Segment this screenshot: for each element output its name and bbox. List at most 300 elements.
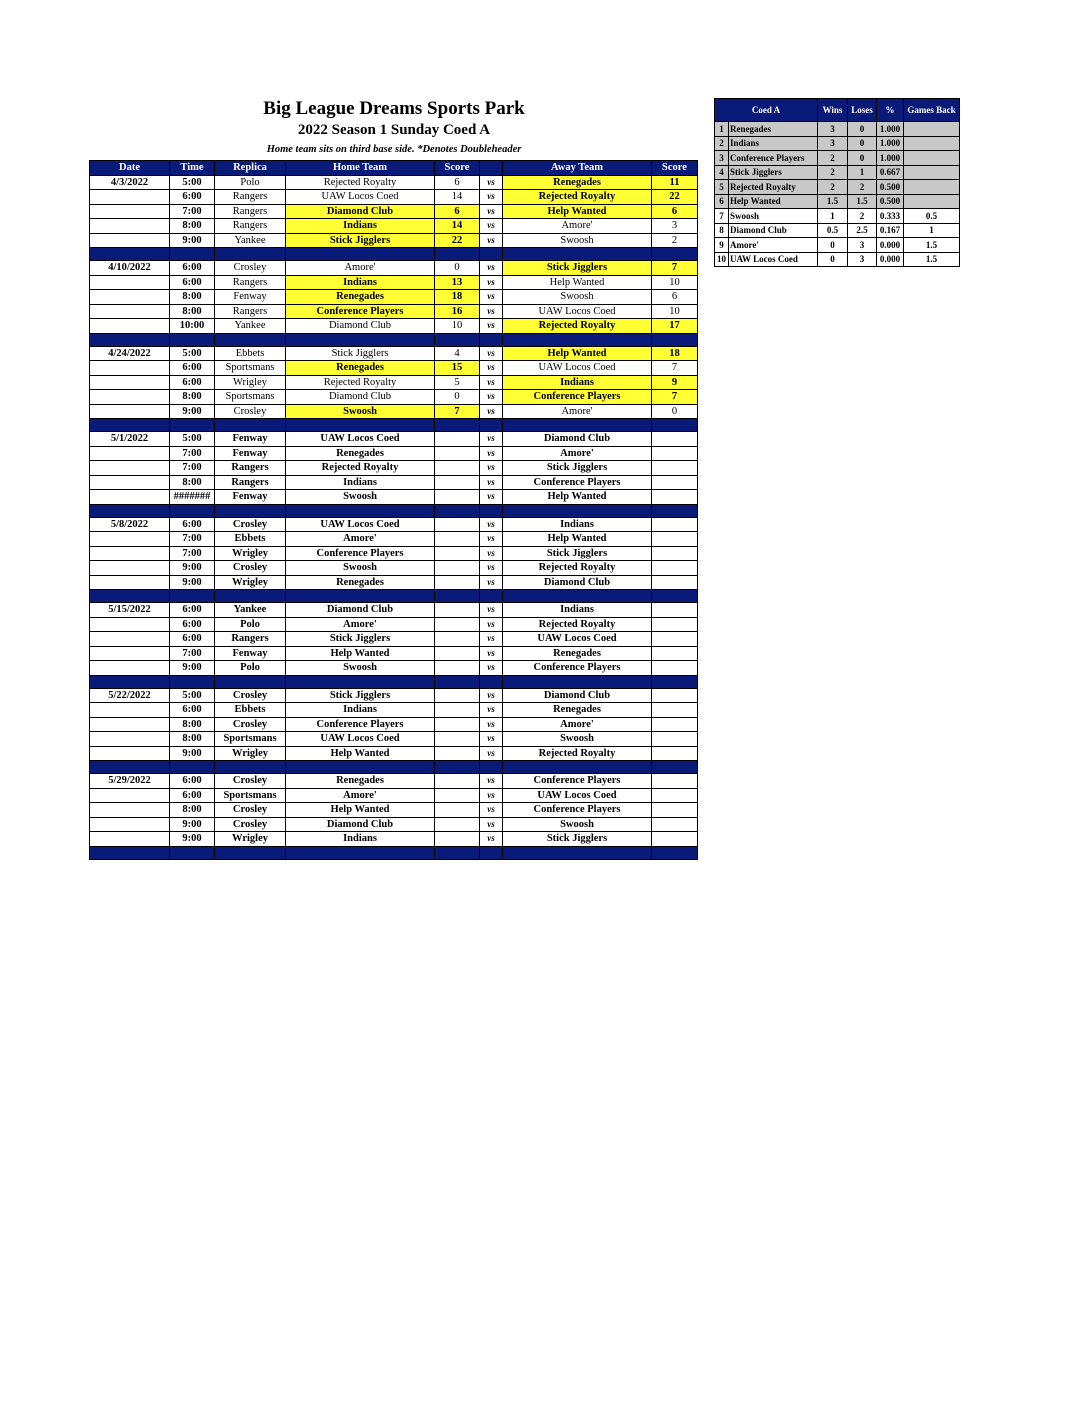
separator-cell <box>215 675 286 688</box>
game-home-team: UAW Locos Coed <box>286 432 435 447</box>
game-home-team: Rejected Royalty <box>286 375 435 390</box>
separator-cell <box>170 333 215 346</box>
game-time: 9:00 <box>170 561 215 576</box>
game-home-team: Rejected Royalty <box>286 175 435 190</box>
game-date <box>90 746 170 761</box>
game-time: 5:00 <box>170 346 215 361</box>
game-away-team: Rejected Royalty <box>503 617 652 632</box>
game-date <box>90 717 170 732</box>
game-date <box>90 703 170 718</box>
standings-team: Conference Players <box>729 151 818 166</box>
standings-wins: 3 <box>818 136 848 151</box>
week-separator <box>90 846 698 859</box>
game-replica-field: Polo <box>215 661 286 676</box>
game-home-score <box>435 546 480 561</box>
game-replica-field: Yankee <box>215 603 286 618</box>
game-home-score <box>435 475 480 490</box>
separator-cell <box>286 675 435 688</box>
game-time: 8:00 <box>170 219 215 234</box>
separator-cell <box>170 761 215 774</box>
game-row <box>90 632 698 647</box>
game-replica-field: Rangers <box>215 461 286 476</box>
separator-cell <box>90 504 170 517</box>
game-home-score: 22 <box>435 233 480 248</box>
game-home-team: Help Wanted <box>286 646 435 661</box>
standings-rank: 1 <box>715 122 729 137</box>
game-replica-field: Crosley <box>215 261 286 276</box>
standings-team: Swoosh <box>729 209 818 224</box>
game-home-score <box>435 490 480 505</box>
game-away-score: 3 <box>652 219 698 234</box>
game-home-team: Swoosh <box>286 404 435 419</box>
game-vs: vs <box>480 774 503 789</box>
game-vs: vs <box>480 475 503 490</box>
separator-cell <box>435 333 480 346</box>
game-vs: vs <box>480 304 503 319</box>
game-row <box>90 532 698 547</box>
separator-cell <box>90 675 170 688</box>
separator-cell <box>503 504 652 517</box>
game-home-score <box>435 732 480 747</box>
separator-cell <box>503 248 652 261</box>
standings-row <box>715 122 960 137</box>
game-vs: vs <box>480 575 503 590</box>
game-home-score <box>435 461 480 476</box>
game-date <box>90 375 170 390</box>
game-replica-field: Wrigley <box>215 832 286 847</box>
game-replica-field: Sportsmans <box>215 788 286 803</box>
game-away-team: Diamond Club <box>503 688 652 703</box>
game-row <box>90 175 698 190</box>
game-row <box>90 803 698 818</box>
standings-rank: 6 <box>715 194 729 209</box>
game-replica-field: Wrigley <box>215 746 286 761</box>
game-vs: vs <box>480 661 503 676</box>
separator-cell <box>652 248 698 261</box>
separator-cell <box>90 248 170 261</box>
game-row <box>90 717 698 732</box>
game-home-score <box>435 774 480 789</box>
game-date <box>90 646 170 661</box>
game-replica-field: Fenway <box>215 490 286 505</box>
standings-wins: 0 <box>818 252 848 267</box>
game-home-score <box>435 532 480 547</box>
separator-cell <box>435 504 480 517</box>
separator-cell <box>480 248 503 261</box>
game-time: 7:00 <box>170 532 215 547</box>
standings-rank: 9 <box>715 238 729 253</box>
game-date <box>90 575 170 590</box>
col-date: Date <box>90 161 170 176</box>
game-replica-field: Crosley <box>215 803 286 818</box>
game-away-team: Help Wanted <box>503 346 652 361</box>
game-away-team: Rejected Royalty <box>503 561 652 576</box>
game-home-team: Conference Players <box>286 546 435 561</box>
game-vs: vs <box>480 261 503 276</box>
game-row <box>90 375 698 390</box>
game-home-score <box>435 646 480 661</box>
game-time: 9:00 <box>170 233 215 248</box>
game-date <box>90 788 170 803</box>
game-home-team: Diamond Club <box>286 603 435 618</box>
game-away-team: Swoosh <box>503 817 652 832</box>
game-time: 5:00 <box>170 432 215 447</box>
standings-rank: 8 <box>715 223 729 238</box>
game-date <box>90 275 170 290</box>
game-time: 6:00 <box>170 703 215 718</box>
game-vs: vs <box>480 346 503 361</box>
game-away-score: 6 <box>652 290 698 305</box>
game-time: 8:00 <box>170 475 215 490</box>
separator-cell <box>480 675 503 688</box>
week-separator <box>90 761 698 774</box>
separator-cell <box>435 761 480 774</box>
separator-cell <box>286 504 435 517</box>
game-time: 9:00 <box>170 832 215 847</box>
game-time: 7:00 <box>170 446 215 461</box>
game-time: 6:00 <box>170 190 215 205</box>
game-replica-field: Fenway <box>215 646 286 661</box>
game-away-team: Amore' <box>503 219 652 234</box>
standings-games-back <box>904 151 960 166</box>
game-time: 6:00 <box>170 632 215 647</box>
standings-row <box>715 194 960 209</box>
game-home-score <box>435 561 480 576</box>
standings-row <box>715 136 960 151</box>
home-team-note: Home team sits on third base side. *Denotes Doubleheader <box>266 144 522 155</box>
standings-rank: 4 <box>715 165 729 180</box>
game-home-team: Diamond Club <box>286 204 435 219</box>
game-vs: vs <box>480 461 503 476</box>
standings-team: Help Wanted <box>729 194 818 209</box>
game-replica-field: Ebbets <box>215 703 286 718</box>
game-date <box>90 732 170 747</box>
game-away-score: 6 <box>652 204 698 219</box>
separator-cell <box>170 419 215 432</box>
game-away-score <box>652 703 698 718</box>
game-time: 6:00 <box>170 617 215 632</box>
separator-cell <box>215 419 286 432</box>
separator-cell <box>170 248 215 261</box>
standings-rank: 7 <box>715 209 729 224</box>
game-time: ####### <box>170 490 215 505</box>
game-home-team: Rejected Royalty <box>286 461 435 476</box>
game-home-score <box>435 788 480 803</box>
standings-games-back <box>904 122 960 137</box>
standings-row <box>715 151 960 166</box>
game-away-team: Renegades <box>503 175 652 190</box>
game-time: 9:00 <box>170 661 215 676</box>
game-date <box>90 219 170 234</box>
game-away-score <box>652 461 698 476</box>
game-row <box>90 603 698 618</box>
standings-team: Diamond Club <box>729 223 818 238</box>
standings-team: Stick Jigglers <box>729 165 818 180</box>
game-vs: vs <box>480 204 503 219</box>
game-date <box>90 832 170 847</box>
game-away-team: UAW Locos Coed <box>503 632 652 647</box>
game-replica-field: Crosley <box>215 774 286 789</box>
game-home-score <box>435 703 480 718</box>
game-replica-field: Sportsmans <box>215 361 286 376</box>
game-away-score <box>652 774 698 789</box>
standings-team: Amore' <box>729 238 818 253</box>
game-date <box>90 461 170 476</box>
game-row <box>90 517 698 532</box>
separator-cell <box>480 846 503 859</box>
game-vs: vs <box>480 561 503 576</box>
game-away-team: Swoosh <box>503 233 652 248</box>
game-time: 7:00 <box>170 646 215 661</box>
game-row <box>90 475 698 490</box>
game-row <box>90 832 698 847</box>
game-away-team: Diamond Club <box>503 575 652 590</box>
game-replica-field: Rangers <box>215 475 286 490</box>
game-time: 8:00 <box>170 304 215 319</box>
standings-wins: 1 <box>818 209 848 224</box>
game-home-score <box>435 746 480 761</box>
separator-cell <box>652 590 698 603</box>
week-separator <box>90 333 698 346</box>
game-away-score <box>652 732 698 747</box>
game-vs: vs <box>480 233 503 248</box>
game-row <box>90 190 698 205</box>
game-vs: vs <box>480 290 503 305</box>
standings-col-wins: Wins <box>818 99 848 122</box>
standings-row <box>715 223 960 238</box>
col-vs <box>480 161 503 176</box>
game-away-team: Amore' <box>503 404 652 419</box>
standings-team: Indians <box>729 136 818 151</box>
game-replica-field: Crosley <box>215 561 286 576</box>
game-home-score: 5 <box>435 375 480 390</box>
col-home-score: Score <box>435 161 480 176</box>
game-home-score <box>435 632 480 647</box>
game-home-score: 0 <box>435 390 480 405</box>
game-time: 10:00 <box>170 319 215 334</box>
game-home-score: 6 <box>435 204 480 219</box>
game-replica-field: Polo <box>215 617 286 632</box>
game-vs: vs <box>480 603 503 618</box>
game-away-score <box>652 832 698 847</box>
game-replica-field: Sportsmans <box>215 732 286 747</box>
game-row <box>90 490 698 505</box>
separator-cell <box>652 419 698 432</box>
game-home-team: UAW Locos Coed <box>286 517 435 532</box>
game-time: 8:00 <box>170 290 215 305</box>
game-away-team: Conference Players <box>503 475 652 490</box>
standings-loses: 2 <box>848 180 877 195</box>
game-replica-field: Sportsmans <box>215 390 286 405</box>
separator-cell <box>435 846 480 859</box>
game-home-team: Swoosh <box>286 661 435 676</box>
game-row <box>90 461 698 476</box>
game-away-score <box>652 661 698 676</box>
game-replica-field: Rangers <box>215 304 286 319</box>
game-date: 5/15/2022 <box>90 603 170 618</box>
game-vs: vs <box>480 404 503 419</box>
game-away-score: 7 <box>652 261 698 276</box>
game-date: 5/8/2022 <box>90 517 170 532</box>
game-away-team: Stick Jigglers <box>503 261 652 276</box>
standings-col-loses: Loses <box>848 99 877 122</box>
game-away-score <box>652 475 698 490</box>
game-away-team: Renegades <box>503 703 652 718</box>
game-date <box>90 532 170 547</box>
separator-cell <box>90 333 170 346</box>
game-row <box>90 546 698 561</box>
game-row <box>90 204 698 219</box>
game-away-score <box>652 617 698 632</box>
game-away-team: Diamond Club <box>503 432 652 447</box>
game-date: 5/22/2022 <box>90 688 170 703</box>
game-home-team: Amore' <box>286 532 435 547</box>
game-home-team: Diamond Club <box>286 390 435 405</box>
game-home-team: Renegades <box>286 774 435 789</box>
standings-header-row <box>715 99 960 122</box>
standings-games-back: 1.5 <box>904 252 960 267</box>
game-away-score <box>652 517 698 532</box>
game-vs: vs <box>480 717 503 732</box>
game-away-score <box>652 632 698 647</box>
game-home-team: Swoosh <box>286 490 435 505</box>
game-home-score <box>435 575 480 590</box>
game-home-score: 13 <box>435 275 480 290</box>
game-vs: vs <box>480 746 503 761</box>
game-home-score: 6 <box>435 175 480 190</box>
game-vs: vs <box>480 732 503 747</box>
game-away-score <box>652 546 698 561</box>
game-vs: vs <box>480 617 503 632</box>
game-away-team: Swoosh <box>503 732 652 747</box>
separator-cell <box>286 846 435 859</box>
game-date <box>90 290 170 305</box>
game-home-score: 18 <box>435 290 480 305</box>
game-away-team: UAW Locos Coed <box>503 361 652 376</box>
week-separator <box>90 675 698 688</box>
game-row <box>90 746 698 761</box>
game-away-team: Rejected Royalty <box>503 319 652 334</box>
game-date <box>90 304 170 319</box>
game-home-team: Amore' <box>286 788 435 803</box>
separator-cell <box>652 761 698 774</box>
week-separator <box>90 590 698 603</box>
separator-cell <box>170 846 215 859</box>
game-away-score: 10 <box>652 275 698 290</box>
game-replica-field: Wrigley <box>215 546 286 561</box>
standings-pct: 1.000 <box>877 151 904 166</box>
game-away-score <box>652 646 698 661</box>
game-away-score <box>652 788 698 803</box>
game-home-score <box>435 517 480 532</box>
game-home-team: Renegades <box>286 446 435 461</box>
schedule-body <box>90 175 698 859</box>
game-vs: vs <box>480 175 503 190</box>
separator-cell <box>503 333 652 346</box>
game-time: 7:00 <box>170 204 215 219</box>
game-date <box>90 233 170 248</box>
game-time: 6:00 <box>170 375 215 390</box>
standings-pct: 0.667 <box>877 165 904 180</box>
game-replica-field: Crosley <box>215 404 286 419</box>
game-replica-field: Rangers <box>215 190 286 205</box>
game-home-team: Amore' <box>286 617 435 632</box>
standings-wins: 3 <box>818 122 848 137</box>
game-away-team: Help Wanted <box>503 275 652 290</box>
game-date <box>90 632 170 647</box>
standings-loses: 2.5 <box>848 223 877 238</box>
season-subtitle: 2022 Season 1 Sunday Coed A <box>297 122 491 138</box>
game-replica-field: Crosley <box>215 717 286 732</box>
game-home-team: UAW Locos Coed <box>286 190 435 205</box>
game-home-team: Conference Players <box>286 717 435 732</box>
game-row <box>90 404 698 419</box>
game-date <box>90 404 170 419</box>
standings-wins: 2 <box>818 165 848 180</box>
page-title: Big League Dreams Sports Park <box>263 98 525 119</box>
separator-cell <box>480 504 503 517</box>
game-vs: vs <box>480 646 503 661</box>
separator-cell <box>90 761 170 774</box>
standings-pct: 0.000 <box>877 252 904 267</box>
game-replica-field: Wrigley <box>215 375 286 390</box>
game-home-team: Indians <box>286 475 435 490</box>
game-home-team: Indians <box>286 275 435 290</box>
game-time: 6:00 <box>170 517 215 532</box>
game-home-score <box>435 717 480 732</box>
separator-cell <box>435 675 480 688</box>
week-separator <box>90 248 698 261</box>
separator-cell <box>215 333 286 346</box>
standings-row <box>715 165 960 180</box>
game-vs: vs <box>480 788 503 803</box>
game-date: 4/24/2022 <box>90 346 170 361</box>
standings-rank: 3 <box>715 151 729 166</box>
standings-row <box>715 238 960 253</box>
game-time: 6:00 <box>170 603 215 618</box>
game-date <box>90 475 170 490</box>
game-time: 8:00 <box>170 803 215 818</box>
game-replica-field: Crosley <box>215 517 286 532</box>
game-time: 6:00 <box>170 788 215 803</box>
game-away-score <box>652 603 698 618</box>
separator-cell <box>480 333 503 346</box>
game-vs: vs <box>480 275 503 290</box>
separator-cell <box>480 761 503 774</box>
game-home-team: Swoosh <box>286 561 435 576</box>
game-away-team: Stick Jigglers <box>503 546 652 561</box>
game-row <box>90 561 698 576</box>
game-away-team: Renegades <box>503 646 652 661</box>
standings-row <box>715 252 960 267</box>
game-home-team: Indians <box>286 832 435 847</box>
game-replica-field: Wrigley <box>215 575 286 590</box>
standings-wins: 0 <box>818 238 848 253</box>
game-home-score: 7 <box>435 404 480 419</box>
game-time: 9:00 <box>170 404 215 419</box>
game-away-team: Rejected Royalty <box>503 190 652 205</box>
game-home-score <box>435 688 480 703</box>
standings-team: UAW Locos Coed <box>729 252 818 267</box>
game-date: 5/29/2022 <box>90 774 170 789</box>
game-away-score <box>652 561 698 576</box>
game-replica-field: Rangers <box>215 204 286 219</box>
game-away-team: Conference Players <box>503 803 652 818</box>
game-row <box>90 319 698 334</box>
game-away-score: 22 <box>652 190 698 205</box>
separator-cell <box>286 248 435 261</box>
game-away-score <box>652 432 698 447</box>
